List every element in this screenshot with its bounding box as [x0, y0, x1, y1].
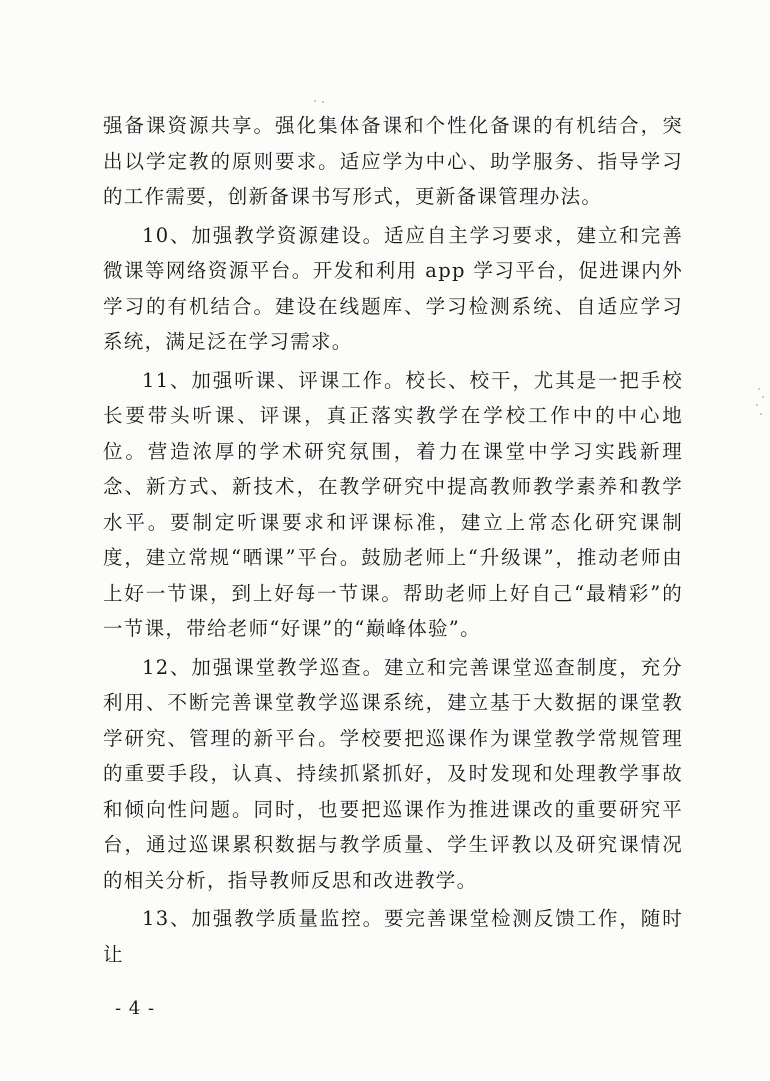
scan-speck — [322, 101, 324, 103]
scan-speck — [756, 404, 758, 406]
paragraph-item-11: 11、加强听课、评课工作。校长、校干，尤其是一把手校长要带头听课、评课，真正落实教学在学校工作中的中心地位。营造浓厚的学术研究氛围，着力在课堂中学习实践新理念、新方式、新技术，在教学研究中提高教师教学素养和教学水平。要制定听课要求和评课标准，建立上常态化研究课制度，建立常规“晒课”平台。鼓励老师上“升级课”，推动老师由上好一节课，到上好每一节课。帮助老师上好自己“最精彩”的一节课，带给老师“好课”的“巅峰体验”。 — [103, 368, 683, 640]
page-number: - 4 - — [115, 998, 156, 1019]
paragraph-item-12: 12、加强课堂教学巡查。建立和完善课堂巡查制度，充分利用、不断完善课堂教学巡课系统，建立基于大数据的课堂教学研究、管理的新平台。学校要把巡课作为课堂教学常规管理的重要手段，认真、持续抓紧抓好，及时发现和处理教学事故和倾向性问题。同时，也要把巡课作为推进课改的重要研究平台，通过巡课累积数据与教学质量、学生评教以及研究课情况的相关分析，指导教师反思和改进教学。 — [103, 655, 683, 892]
scan-speck — [758, 388, 760, 390]
scan-speck — [762, 396, 764, 398]
document-body — [103, 108, 683, 972]
paragraph-item-13: 13、加强教学质量监控。要完善课堂检测反馈工作，随时让 — [103, 907, 683, 966]
paragraph-item-10: 10、加强教学资源建设。适应自主学习要求，建立和完善微课等网络资源平台。开发和利用 app 学习平台，促进课内外学习的有机结合。建设在线题库、学习检测系统、自适应学习系统，满足泛在学习需求。 — [103, 223, 683, 353]
paragraph-continuation: 强备课资源共享。强化集体备课和个性化备课的有机结合，突出以学定教的原则要求。适应学为中心、助学服务、指导学习的工作需要，创新备课书写形式，更新备课管理办法。 — [103, 114, 683, 208]
scan-speck — [314, 100, 316, 102]
scan-speck — [760, 413, 762, 415]
